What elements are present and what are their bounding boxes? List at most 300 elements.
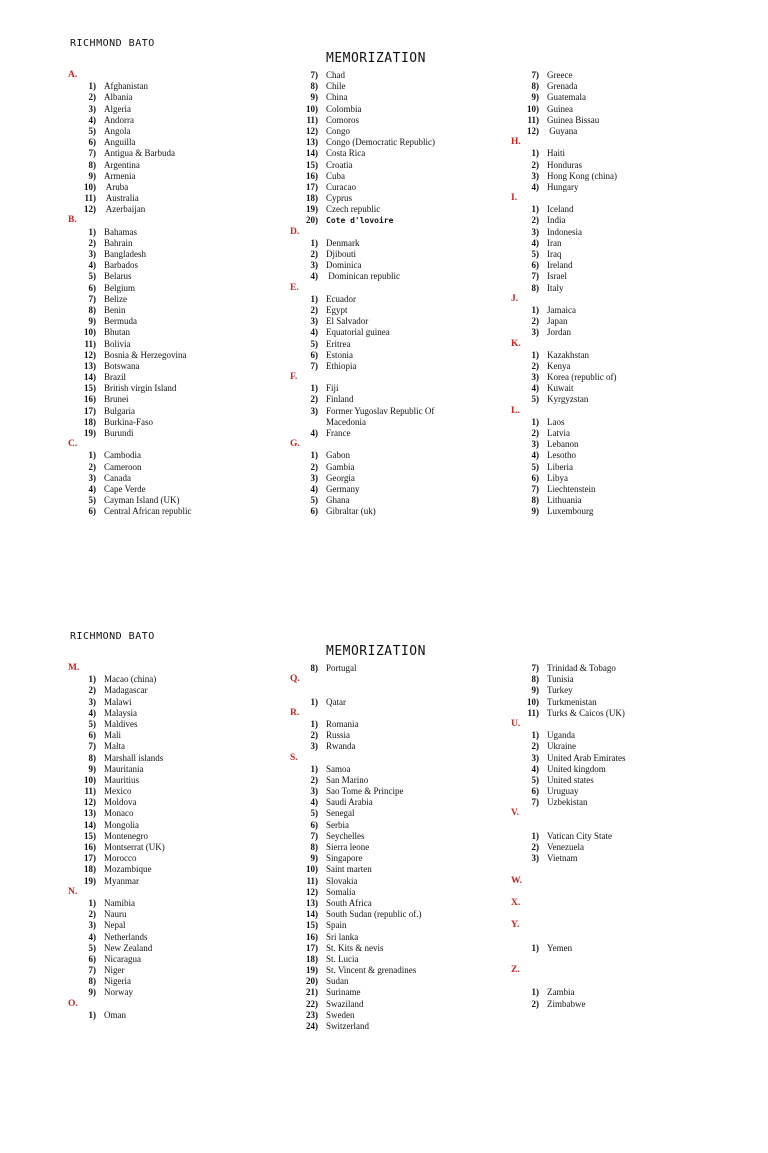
country-name: New Zealand — [104, 942, 153, 953]
item-number: 10) — [306, 864, 318, 875]
item-number: 6) — [88, 137, 96, 148]
country-name: Kenya — [547, 360, 571, 371]
item-number: 19) — [306, 965, 318, 976]
country-name: Qatar — [326, 696, 346, 707]
item-number: 8) — [531, 81, 539, 92]
spacer — [511, 976, 741, 987]
item-number: 19) — [84, 428, 96, 438]
country-name: Liechtenstein — [547, 483, 596, 494]
item-number: 7) — [88, 965, 96, 976]
country-name: Burkina-Faso — [104, 416, 153, 427]
list-item — [290, 1021, 520, 1032]
section-letter: J. — [511, 293, 519, 304]
list-item — [68, 372, 298, 383]
list-item — [68, 383, 298, 394]
item-number: 2) — [531, 842, 539, 852]
country-name: Algeria — [104, 103, 131, 114]
item-number: 1) — [310, 237, 318, 248]
list-item — [290, 853, 520, 864]
country-name: Montserrat (UK) — [104, 842, 165, 852]
country-name: Barbados — [104, 260, 138, 271]
list-item — [290, 999, 520, 1010]
list-item — [290, 864, 520, 875]
list-item — [511, 171, 741, 182]
item-number: 3) — [310, 472, 318, 483]
country-name: Bahrain — [104, 237, 133, 248]
item-number: 3) — [310, 405, 318, 416]
list-item — [290, 339, 520, 350]
country-name: Latvia — [547, 428, 570, 438]
list-item-continuation — [290, 417, 520, 428]
list-item — [290, 327, 520, 338]
list-item — [511, 786, 741, 797]
country-name: Azerbaijan — [104, 204, 146, 215]
country-name: Cameroon — [104, 461, 142, 472]
list-item — [511, 215, 741, 226]
spacer — [511, 820, 741, 831]
country-name: Bhutan — [104, 327, 130, 338]
country-name: Moldova — [104, 797, 137, 808]
country-name: Venezuela — [547, 842, 584, 852]
country-name: St. Lucia — [326, 953, 359, 964]
item-number: 14) — [306, 909, 318, 920]
list-item — [290, 204, 520, 215]
list-item — [290, 495, 520, 506]
item-number: 5) — [88, 718, 96, 729]
list-item — [290, 428, 520, 439]
list-item — [511, 741, 741, 752]
item-number: 6) — [88, 282, 96, 293]
list-item — [511, 663, 741, 674]
list-item — [290, 316, 520, 327]
country-name: Yemen — [547, 942, 573, 953]
list-item — [511, 327, 741, 338]
country-name: St. Kits & nevis — [326, 942, 384, 953]
country-name: Denmark — [326, 237, 360, 248]
item-number: 6) — [531, 786, 539, 797]
country-name: Iraq — [547, 249, 562, 259]
list-item — [68, 943, 298, 954]
item-number: 11) — [84, 338, 96, 349]
country-name: Indonesia — [547, 226, 582, 237]
item-number: 10) — [84, 181, 96, 192]
list-item — [290, 350, 520, 361]
section-letter: F. — [290, 372, 298, 383]
list-item — [290, 171, 520, 182]
country-name: Kyrgyzstan — [547, 394, 589, 405]
item-number: 4) — [531, 450, 539, 461]
country-column — [290, 663, 520, 1032]
item-number: 7) — [88, 293, 96, 304]
item-number: 7) — [310, 360, 318, 371]
section-letter: I. — [511, 193, 518, 204]
list-item — [511, 730, 741, 741]
country-name: Aruba — [104, 181, 129, 192]
item-number: 3) — [88, 249, 96, 259]
country-name: Zambia — [547, 987, 575, 998]
list-item — [290, 842, 520, 853]
item-number: 4) — [310, 327, 318, 338]
list-item — [68, 81, 298, 92]
list-item — [290, 361, 520, 372]
item-number: 1) — [88, 81, 96, 92]
country-name: Sao Tome & Principe — [326, 786, 404, 797]
list-item — [68, 674, 298, 685]
list-item — [68, 1010, 298, 1021]
list-item — [290, 92, 520, 103]
item-number: 4) — [88, 260, 96, 271]
country-name: Israel — [547, 271, 567, 282]
list-item — [511, 685, 741, 696]
country-name: Jordan — [547, 327, 571, 338]
list-item — [290, 473, 520, 484]
country-name: Uruguay — [547, 786, 579, 797]
list-item — [511, 495, 741, 506]
list-item — [290, 137, 520, 148]
country-name: Argentina — [104, 159, 140, 170]
list-item — [68, 339, 298, 350]
item-number: 17) — [306, 942, 318, 953]
item-number: 3) — [531, 853, 539, 864]
item-number: 2) — [531, 316, 539, 327]
item-number: 7) — [310, 70, 318, 80]
country-name: United states — [547, 774, 594, 785]
list-item — [68, 987, 298, 998]
item-number: 1) — [88, 450, 96, 461]
list-item — [290, 797, 520, 808]
page-title: MEMORIZATION — [326, 644, 426, 659]
country-name: South Sudan (republic of.) — [326, 909, 422, 920]
list-item — [511, 764, 741, 775]
item-number: 4) — [310, 483, 318, 494]
section-letter: D. — [290, 226, 300, 237]
item-number: 7) — [531, 271, 539, 282]
list-item — [68, 876, 298, 887]
item-number: 12) — [84, 797, 96, 808]
item-number: 9) — [310, 853, 318, 864]
country-name: Trinidad & Tobago — [547, 663, 616, 673]
list-item — [68, 417, 298, 428]
item-number: 8) — [310, 663, 318, 673]
list-item — [511, 831, 741, 842]
item-number: 2) — [531, 428, 539, 438]
country-name: Croatia — [326, 159, 353, 170]
section-letter: Q. — [290, 674, 300, 685]
country-name: Sierra leone — [326, 842, 370, 852]
item-number: 2) — [310, 774, 318, 785]
item-number: 1) — [310, 718, 318, 729]
list-item — [511, 160, 741, 171]
item-number: 9) — [88, 316, 96, 327]
country-name: Lebanon — [547, 439, 579, 450]
list-item — [290, 260, 520, 271]
item-number: 1) — [531, 730, 539, 741]
list-item — [68, 126, 298, 137]
country-name: Bangladesh — [104, 249, 146, 259]
list-item — [68, 92, 298, 103]
list-item — [290, 406, 520, 417]
list-item — [68, 753, 298, 764]
item-number: 18) — [306, 953, 318, 964]
item-number: 5) — [88, 495, 96, 506]
country-name: Somalia — [326, 886, 356, 897]
item-number: 1) — [531, 204, 539, 215]
country-name: Chad — [326, 70, 345, 80]
item-number: 6) — [310, 819, 318, 830]
country-name: Spain — [326, 920, 347, 931]
item-number: 12) — [306, 886, 318, 897]
list-item — [290, 909, 520, 920]
list-item — [68, 797, 298, 808]
list-item — [511, 943, 741, 954]
item-number: 13) — [84, 808, 96, 819]
list-item — [511, 70, 741, 81]
country-name: Dominican republic — [326, 271, 400, 282]
list-item — [290, 808, 520, 819]
country-name: Grenada — [547, 81, 578, 92]
country-name: Madagascar — [104, 685, 148, 696]
country-name: Malawi — [104, 696, 132, 707]
item-number: 1) — [531, 942, 539, 953]
country-name: Belarus — [104, 271, 132, 282]
item-number: 1) — [531, 987, 539, 998]
item-number: 4) — [310, 271, 318, 282]
list-item — [290, 1010, 520, 1021]
list-item — [511, 506, 741, 517]
list-item — [68, 171, 298, 182]
list-item — [68, 831, 298, 842]
item-number: 3) — [88, 472, 96, 483]
item-number: 2) — [310, 304, 318, 315]
list-item — [290, 831, 520, 842]
list-item — [68, 428, 298, 439]
country-name: Ecuador — [326, 293, 356, 304]
item-number: 10) — [84, 327, 96, 338]
item-number: 3) — [531, 372, 539, 383]
country-name: Cayman Island (UK) — [104, 495, 180, 506]
country-name: Oman — [104, 1009, 126, 1020]
item-number: 3) — [88, 696, 96, 707]
country-name: Central African republic — [104, 506, 192, 517]
list-item — [290, 238, 520, 249]
item-number: 10) — [527, 103, 539, 114]
spacer — [511, 954, 741, 965]
list-item — [290, 887, 520, 898]
list-item — [290, 484, 520, 495]
list-item — [290, 462, 520, 473]
list-item — [511, 797, 741, 808]
list-item — [68, 394, 298, 405]
country-name: Tunisia — [547, 674, 574, 685]
document-page-1 — [0, 0, 768, 560]
country-name: Vatican City State — [547, 830, 612, 841]
country-name: Colombia — [326, 103, 362, 114]
country-name: Mexico — [104, 786, 132, 797]
country-column — [68, 70, 298, 518]
list-item — [68, 842, 298, 853]
list-item — [68, 708, 298, 719]
country-name: Turkey — [547, 685, 573, 696]
section-letter: G. — [290, 439, 300, 450]
item-number: 1) — [88, 1009, 96, 1020]
document-page-2 — [0, 593, 768, 1153]
list-item — [511, 383, 741, 394]
list-item — [511, 104, 741, 115]
list-item — [290, 920, 520, 931]
list-item — [68, 898, 298, 909]
item-number: 1) — [88, 897, 96, 908]
country-name: Hong Kong (china) — [547, 170, 617, 181]
item-number: 10) — [306, 103, 318, 114]
author-name: RICHMOND BATO — [70, 38, 155, 49]
list-item — [290, 965, 520, 976]
item-number: 7) — [531, 797, 539, 808]
country-name: Russia — [326, 730, 351, 741]
country-name: Saint marten — [326, 864, 372, 875]
list-item — [511, 92, 741, 103]
list-item — [68, 495, 298, 506]
item-number: 7) — [310, 830, 318, 841]
section-letter: C. — [68, 439, 78, 450]
list-item — [68, 473, 298, 484]
country-name: Czech republic — [326, 204, 381, 215]
item-number: 9) — [88, 987, 96, 998]
spacer — [511, 909, 741, 920]
country-name: Finland — [326, 394, 354, 405]
country-name: Japan — [547, 316, 568, 327]
item-number: 12) — [84, 349, 96, 360]
item-number: 4) — [531, 237, 539, 248]
list-item — [68, 864, 298, 875]
list-item — [290, 719, 520, 730]
list-item — [68, 104, 298, 115]
item-number: 6) — [88, 506, 96, 517]
country-name: Bolivia — [104, 338, 131, 349]
country-name: Cuba — [326, 170, 345, 181]
list-item — [290, 663, 520, 674]
list-item — [68, 182, 298, 193]
country-name: Brazil — [104, 372, 126, 383]
list-item — [68, 350, 298, 361]
item-number: 1) — [310, 696, 318, 707]
country-name: Niger — [104, 965, 125, 976]
country-name: Maldives — [104, 718, 138, 729]
item-number: 2) — [531, 159, 539, 170]
list-item — [290, 775, 520, 786]
list-item — [511, 238, 741, 249]
country-name: Mauritania — [104, 763, 144, 774]
section-letter: K. — [511, 338, 521, 349]
country-name: Dominica — [326, 260, 362, 271]
list-item — [511, 697, 741, 708]
list-item — [68, 137, 298, 148]
section-letter: X. — [511, 897, 521, 908]
country-name: Senegal — [326, 808, 355, 819]
item-number: 8) — [531, 495, 539, 506]
list-item — [511, 372, 741, 383]
list-item — [68, 484, 298, 495]
item-number: 4) — [88, 483, 96, 494]
country-name: Armenia — [104, 170, 136, 181]
list-item — [68, 965, 298, 976]
item-number: 1) — [531, 416, 539, 427]
country-name: Iran — [547, 237, 562, 248]
item-number: 1) — [531, 148, 539, 159]
list-item — [68, 406, 298, 417]
page-title: MEMORIZATION — [326, 51, 426, 66]
country-name: Antigua & Barbuda — [104, 148, 175, 159]
country-name: Georgia — [326, 472, 355, 483]
list-item — [290, 305, 520, 316]
list-item — [68, 238, 298, 249]
item-number: 2) — [310, 249, 318, 259]
list-item — [290, 786, 520, 797]
list-item — [290, 81, 520, 92]
country-name: Italy — [547, 282, 564, 293]
country-name: Macedonia — [326, 416, 366, 427]
item-number: 18) — [306, 193, 318, 204]
country-name: Gibraltar (uk) — [326, 506, 376, 517]
item-number: 6) — [531, 472, 539, 483]
list-item — [68, 719, 298, 730]
item-number: 1) — [310, 763, 318, 774]
list-item — [290, 506, 520, 517]
item-number: 24) — [306, 1021, 318, 1031]
list-item — [290, 450, 520, 461]
item-number: 12) — [84, 204, 96, 215]
item-number: 5) — [88, 271, 96, 282]
country-name: Ireland — [547, 260, 573, 271]
item-number: 8) — [88, 976, 96, 987]
item-number: 8) — [310, 842, 318, 852]
list-item — [511, 417, 741, 428]
list-item — [511, 227, 741, 238]
item-number: 3) — [310, 316, 318, 327]
country-name: Romania — [326, 718, 359, 729]
list-item — [68, 316, 298, 327]
item-number: 3) — [88, 920, 96, 931]
country-name: Swaziland — [326, 998, 364, 1009]
country-name: Greece — [547, 70, 573, 80]
item-number: 4) — [88, 931, 96, 942]
list-item — [68, 160, 298, 171]
item-number: 3) — [531, 327, 539, 338]
country-name: Jamaica — [547, 304, 576, 315]
item-number: 10) — [527, 696, 539, 707]
item-number: 10) — [84, 774, 96, 785]
country-name: Bosnia & Herzegovina — [104, 349, 187, 360]
list-item — [290, 730, 520, 741]
country-name: Laos — [547, 416, 565, 427]
section-letter: N. — [68, 886, 78, 897]
item-number: 2) — [88, 461, 96, 472]
list-item — [68, 148, 298, 159]
item-number: 23) — [306, 1009, 318, 1020]
list-item — [68, 853, 298, 864]
country-name: Vietnam — [547, 853, 578, 864]
country-name: Ukraine — [547, 741, 576, 752]
list-item — [511, 249, 741, 260]
item-number: 4) — [88, 114, 96, 125]
country-name: Netherlands — [104, 931, 148, 942]
country-name: Estonia — [326, 349, 353, 360]
item-number: 8) — [531, 282, 539, 293]
list-item — [511, 260, 741, 271]
list-item — [511, 999, 741, 1010]
country-name: Lithuania — [547, 495, 582, 506]
item-number: 5) — [88, 125, 96, 136]
item-number: 15) — [306, 920, 318, 931]
